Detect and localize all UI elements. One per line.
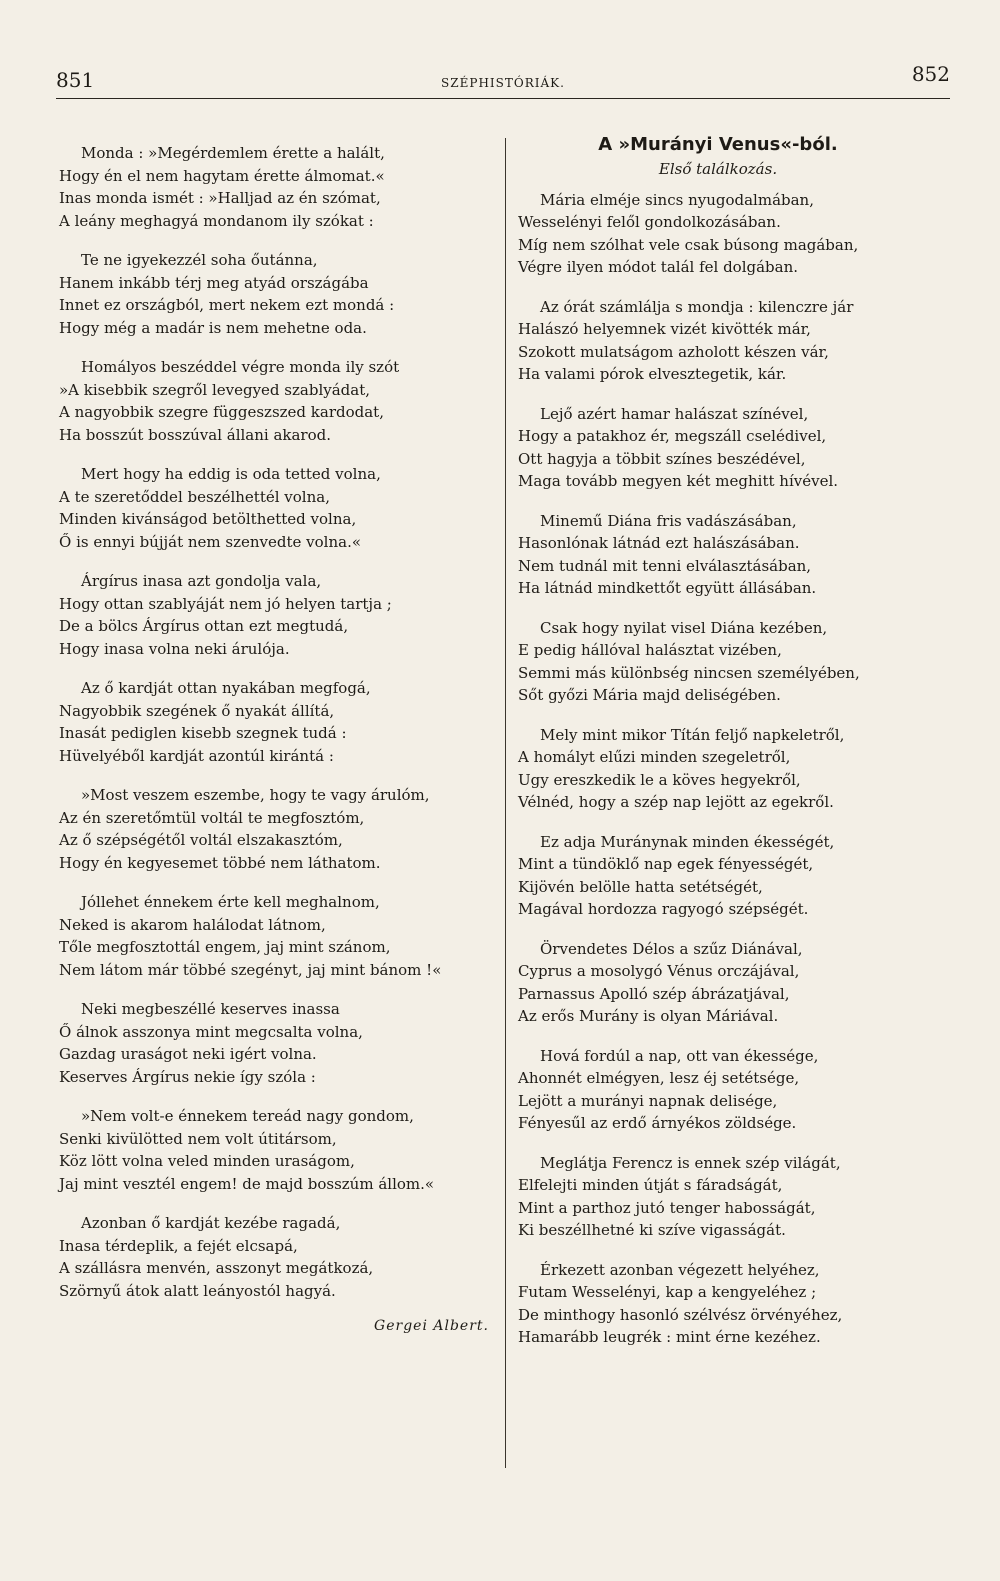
verse-line: A szállásra menvén, asszonyt megátkozá, — [59, 1259, 374, 1277]
verse-line: Az én szeretőmtül voltál te megfosztóm, — [59, 808, 365, 827]
verse-line: »Nem volt-e énnekem tereád nagy gondom, — [81, 1107, 414, 1125]
verse-line: Nem tudnál mit tenni elválasztásában, — [518, 556, 812, 575]
verse-line: Neked is akarom halálodat látnom, — [59, 915, 326, 934]
verse-line: Fényesűl az erdő árnyékos zöldsége. — [518, 1114, 797, 1132]
stanza — [59, 570, 499, 660]
verse-line: De a bölcs Árgírus ottan ezt megtudá, — [59, 617, 349, 635]
stanza — [59, 1212, 499, 1302]
stanza — [518, 1259, 948, 1349]
verse-line: Homályos beszéddel végre monda ily szót — [81, 358, 400, 376]
verse-line: Csak hogy nyilat visel Diána kezében, — [540, 618, 828, 637]
verse-line: Az ő kardját ottan nyakában megfogá, — [81, 679, 371, 697]
verse-line: Ha valami pórok elvesztegetik, kár. — [518, 365, 787, 383]
verse-line: Inasát pediglen kisebb szegnek tudá : — [59, 724, 347, 742]
verse-line: De minthogy hasonló szélvész örvényéhez, — [518, 1305, 843, 1324]
stanza — [518, 403, 948, 493]
verse-line: Hanem inkább térj meg atyád országába — [59, 273, 369, 292]
verse-line: Inas monda ismét : »Halljad az én szómat, — [59, 189, 381, 207]
verse-line: A leány meghagyá mondanom ily szókat : — [59, 211, 374, 230]
verse-line: Árgírus inasa azt gondolja vala, — [81, 572, 322, 590]
poem-subtitle: Első találkozás. — [658, 160, 778, 178]
verse-line: Meglátja Ferencz is ennek szép világát, — [540, 1153, 841, 1172]
stanza — [59, 891, 499, 981]
verse-line: Innet ez országból, mert nekem ezt mondá : — [59, 296, 395, 314]
verse-line: Mint a parthoz jutó tenger habosságát, — [518, 1198, 816, 1217]
verse-line: Szokott mulatságom azholott készen vár, — [518, 342, 829, 361]
verse-line: Hogy a patakhoz ér, megszáll cselédivel, — [518, 427, 827, 445]
verse-line: Hogy még a madár is nem mehetne oda. — [59, 318, 367, 337]
verse-line: A nagyobbik szegre függeszszed kardodat, — [59, 403, 384, 421]
verse-line: Hasonlónak látnád ezt halászásában. — [518, 534, 800, 552]
stanza — [518, 1152, 948, 1242]
stanza — [518, 1045, 948, 1135]
column-divider — [505, 138, 506, 1468]
verse-line: Parnassus Apolló szép ábrázatjával, — [518, 984, 790, 1003]
verse-line: E pedig hállóval halásztat vizében, — [518, 641, 782, 659]
verse-line: Kijövén belölle hatta setétségét, — [518, 877, 763, 896]
verse-line: Jóllehet énnekem érte kell meghalnom, — [81, 893, 380, 911]
verse-line: Magával hordozza ragyogó szépségét. — [518, 900, 809, 918]
verse-line: Keserves Árgírus nekie így szóla : — [59, 1067, 316, 1086]
verse-line: Szörnyű átok alatt leányostól hagyá. — [59, 1281, 336, 1300]
verse-line: Az erős Murány is olyan Máriával. — [518, 1007, 779, 1025]
stanza — [59, 677, 499, 767]
verse-line: Minemű Diána fris vadászásában, — [540, 511, 797, 530]
running-head: SZÉPHISTÓRIÁK. — [441, 76, 565, 90]
verse-line: Monda : »Megérdemlem érette a halált, — [81, 144, 385, 162]
verse-line: Az ő szépségétől voltál elszakasztóm, — [59, 831, 343, 849]
verse-line: Tőle megfosztottál engem, jaj mint szánom, — [59, 938, 391, 956]
verse-line: Hogy én el nem hagytam érette álmomat.« — [59, 166, 385, 185]
verse-line: Hová fordúl a nap, ott van ékessége, — [540, 1046, 819, 1065]
verse-line: Halászó helyemnek vizét kivötték már, — [518, 320, 811, 338]
verse-line: Hogy ottan szablyáját nem jó helyen tartja ; — [59, 594, 392, 613]
verse-line: Végre ilyen módot talál fel dolgában. — [518, 258, 799, 276]
verse-line: Elfelejti minden útját s fáradságát, — [518, 1176, 783, 1194]
left-poem — [59, 142, 499, 1302]
stanza — [59, 1105, 499, 1195]
author-signature: Gergei Albert. — [374, 1318, 489, 1334]
verse-line: Sőt győzi Mária majd deliségében. — [518, 686, 781, 704]
verse-line: Nagyobbik szegének ő nyakát állítá, — [59, 701, 335, 720]
verse-line: Érkezett azonban végezett helyéhez, — [540, 1260, 820, 1279]
stanza — [59, 356, 499, 446]
verse-line: Futam Wesselényi, kap a kengyeléhez ; — [518, 1283, 817, 1301]
verse-line: Mert hogy ha eddig is oda tetted volna, — [81, 465, 381, 483]
verse-line: A homályt elűzi minden szegeletről, — [518, 748, 791, 766]
verse-line: Azonban ő kardját kezébe ragadá, — [81, 1214, 341, 1232]
verse-line: Lejő azért hamar halászat színével, — [540, 404, 809, 423]
page-number-right: 852 — [911, 62, 950, 86]
verse-line: Mint a tündöklő nap egek fényességét, — [518, 855, 814, 873]
verse-line: Wesselényi felől gondolkozásában. — [518, 213, 781, 231]
verse-line: Cyprus a mosolygó Vénus orczájával, — [518, 962, 800, 980]
stanza — [518, 617, 948, 707]
verse-line: Örvendetes Délos a szűz Diánával, — [540, 939, 803, 958]
verse-line: »A kisebbik szegről levegyed szablyádat, — [59, 380, 370, 399]
stanza — [59, 998, 499, 1088]
verse-line: Mely mint mikor Títán feljő napkeletről, — [540, 725, 845, 744]
verse-line: Vélnéd, hogy a szép nap lejött az egekről. — [518, 793, 834, 811]
verse-line: Lejött a murányi napnak delisége, — [518, 1091, 778, 1110]
right-poem — [518, 189, 948, 1349]
page-header — [56, 58, 950, 99]
verse-line: Jaj mint vesztél engem! de majd bosszúm állom.« — [59, 1174, 435, 1193]
verse-line: Minden kivánságod betölthetted volna, — [59, 510, 357, 528]
verse-line: Neki megbeszéllé keserves inassa — [81, 1000, 340, 1018]
verse-line: Ugy ereszkedik le a köves hegyekről, — [518, 770, 801, 789]
verse-line: Semmi más különbség nincsen személyében, — [518, 663, 860, 682]
left-column — [59, 142, 499, 1338]
verse-line: Ha bosszút bosszúval állani akarod. — [59, 425, 332, 444]
stanza — [59, 463, 499, 553]
page-number-left: 851 — [56, 68, 95, 92]
stanza — [518, 938, 948, 1028]
stanza — [518, 831, 948, 921]
verse-line: Hogy inasa volna neki árulója. — [59, 639, 290, 658]
verse-line: Ha látnád mindkettőt együtt állásában. — [518, 579, 817, 597]
verse-line: Ki beszéllhetné ki szíve vigasságát. — [518, 1221, 786, 1239]
verse-line: Ahonnét elmégyen, lesz éj setétsége, — [518, 1069, 800, 1087]
verse-line: Gazdag uraságot neki igért volna. — [59, 1045, 317, 1063]
verse-line: Te ne igyekezzél soha őutánna, — [81, 251, 318, 269]
verse-line: Ő álnok asszonya mint megcsalta volna, — [59, 1022, 363, 1041]
verse-line: A te szeretőddel beszélhettél volna, — [59, 487, 330, 506]
poem-title: A »Murányi Venus«-ból. — [598, 134, 838, 155]
stanza — [518, 189, 948, 279]
verse-line: »Most veszem eszembe, hogy te vagy árulóm, — [81, 786, 430, 804]
verse-line: Mária elméje sincs nyugodalmában, — [540, 190, 814, 209]
verse-line: Hogy én kegyesemet többé nem láthatom. — [59, 853, 381, 872]
verse-line: Ő is ennyi bújját nem szenvedte volna.« — [59, 532, 362, 551]
verse-line: Maga tovább megyen két meghitt hívével. — [518, 472, 839, 490]
verse-line: Az órát számlálja s mondja : kilenczre jár — [540, 297, 854, 316]
stanza — [518, 724, 948, 814]
verse-line: Ez adja Muránynak minden ékességét, — [540, 832, 835, 851]
verse-line: Nem látom már többé szegényt, jaj mint bánom !« — [59, 960, 442, 979]
stanza — [59, 249, 499, 339]
verse-line: Míg nem szólhat vele csak búsong magában, — [518, 235, 859, 254]
stanza — [518, 296, 948, 386]
verse-line: Ott hagyja a többit színes beszédével, — [518, 449, 806, 468]
verse-line: Inasa térdeplik, a fejét elcsapá, — [59, 1236, 298, 1255]
verse-line: Hüvelyéből kardját azontúl kirántá : — [59, 746, 334, 765]
right-column — [518, 132, 948, 1366]
verse-line: Köz lött volna veled minden uraságom, — [59, 1152, 355, 1170]
verse-line: Hamarább leugrék : mint érne kezéhez. — [518, 1328, 821, 1346]
stanza — [518, 510, 948, 600]
verse-line: Senki kivülötted nem volt útitársom, — [59, 1129, 337, 1148]
stanza — [59, 142, 499, 232]
stanza — [59, 784, 499, 874]
